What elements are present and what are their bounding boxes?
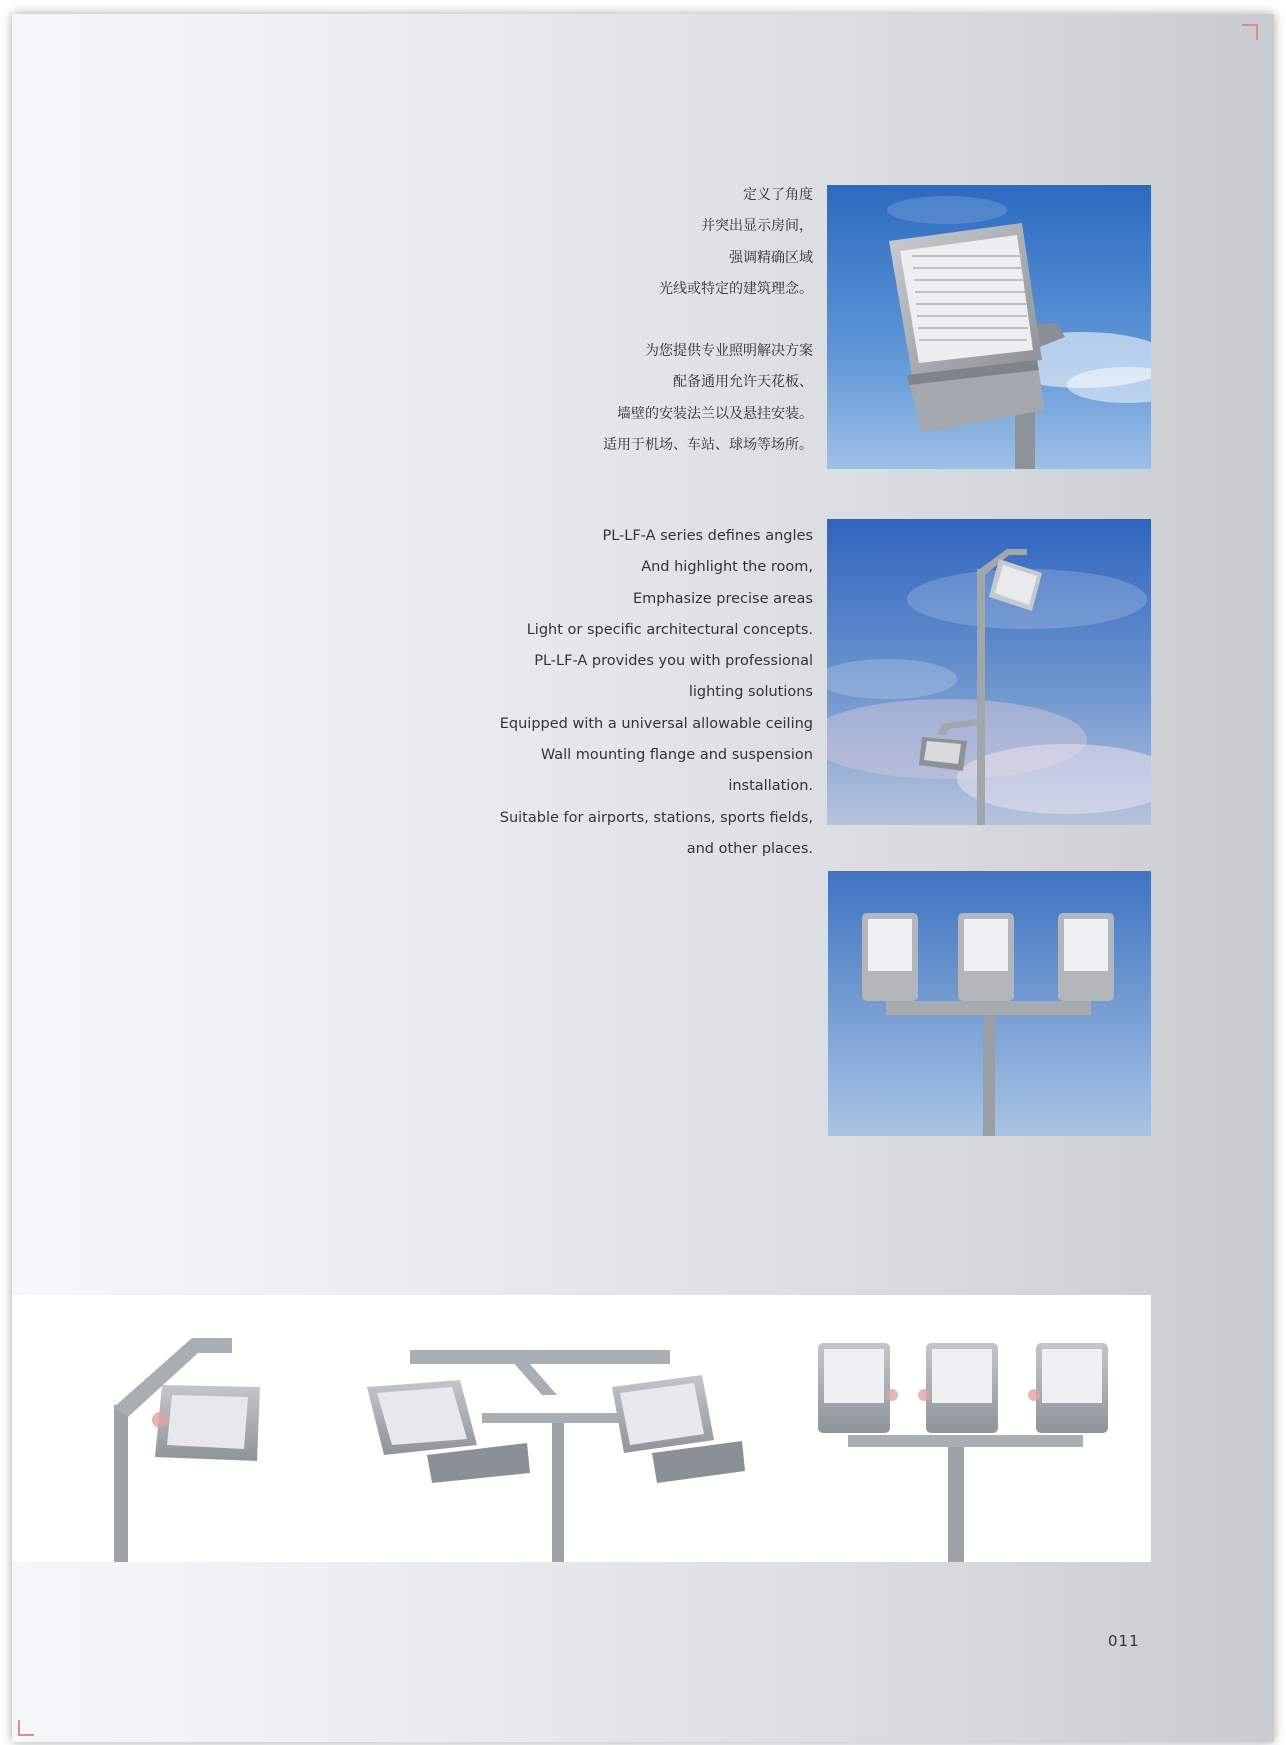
zh-line: 适用于机场、车站、球场等场所。: [603, 437, 813, 454]
en-line: Light or specific architectural concepts.: [526, 621, 813, 638]
photo-pole-two-lights: [827, 519, 1151, 825]
en-line: Suitable for airports, stations, sports fields,: [499, 809, 813, 826]
en-line: PL-LF-A provides you with professional: [534, 653, 813, 670]
en-line: lighting solutions: [688, 684, 813, 701]
en-line: Equipped with a universal allowable ceiling: [499, 715, 813, 732]
en-line: Wall mounting flange and suspension: [540, 747, 813, 764]
en-line: installation.: [728, 778, 813, 795]
paragraph-gap: [393, 305, 813, 336]
zh-line: 为您提供专业照明解决方案: [645, 343, 813, 360]
crop-mark-top-right: [1242, 24, 1258, 40]
zh-line: 配备通用允许天花板、: [673, 374, 813, 391]
en-line: PL-LF-A series defines angles: [602, 528, 813, 544]
en-line: and other places.: [686, 840, 813, 857]
en-line: Emphasize precise areas: [632, 590, 813, 607]
render-single-arm: [114, 1338, 260, 1562]
zh-line: 并突出显示房间，: [701, 218, 813, 235]
photo-floodlight-closeup: [827, 185, 1151, 469]
zh-line: 光线或特定的建筑理念。: [659, 280, 813, 297]
chinese-description: [393, 180, 813, 461]
en-line: And highlight the room,: [641, 559, 813, 576]
zh-line: 定义了角度: [743, 187, 813, 203]
zh-line: 强调精确区域: [729, 249, 813, 266]
zh-line: 墙壁的安装法兰以及悬挂安装。: [617, 405, 813, 422]
crop-mark-bottom-left: [18, 1720, 34, 1736]
render-double-arm: [367, 1350, 745, 1562]
english-description: [393, 521, 813, 865]
product-render-band: [12, 1295, 1151, 1562]
render-triple-arm: [818, 1343, 1108, 1562]
page-number: 011: [1108, 1632, 1140, 1650]
photo-triple-floodlight-mast: [828, 871, 1151, 1136]
